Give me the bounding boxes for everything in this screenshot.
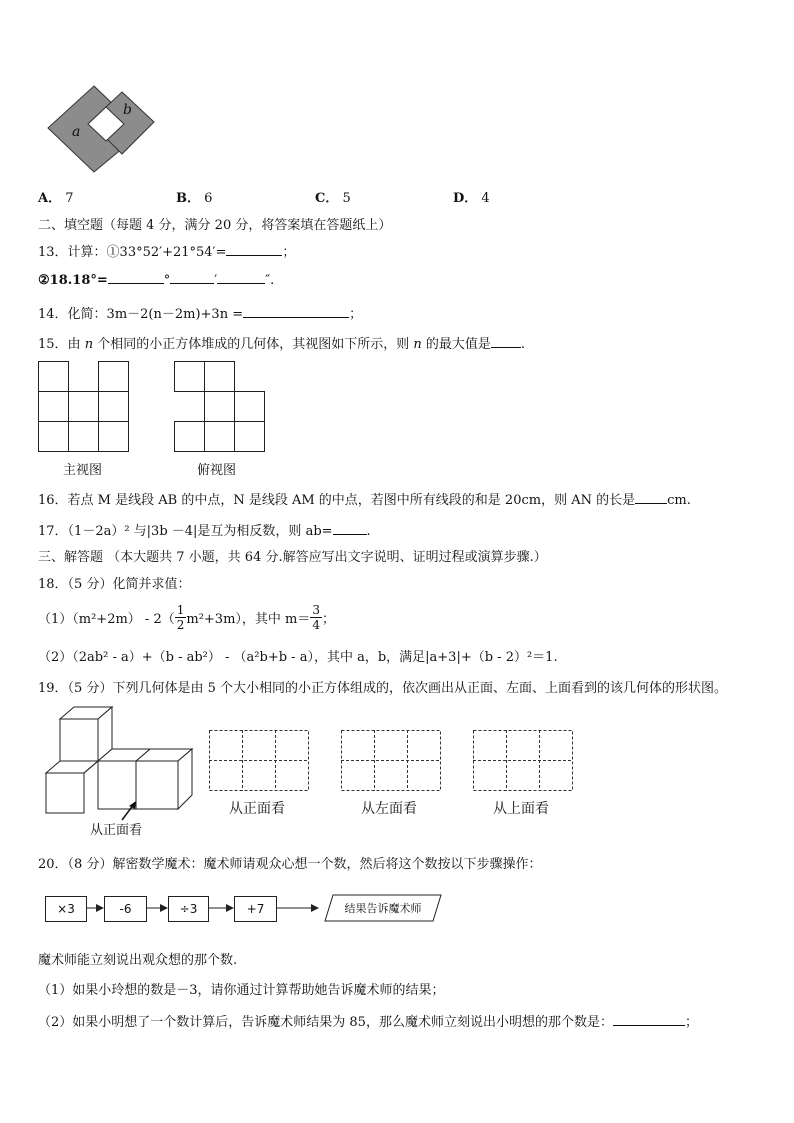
option-d: D． 4	[453, 191, 490, 206]
figure-label-b: b	[123, 102, 132, 118]
top-view-caption: 俯视图	[197, 463, 237, 478]
section3-heading: 三、解答题 （本大题共 7 小题，共 64 分.解答应写出文字说明、证明过程或演算步骤.）	[38, 550, 547, 565]
q20-line2: 魔术师能立刻说出观众想的那个数.	[38, 953, 238, 968]
left-grid-caption: 从左面看	[361, 801, 417, 817]
q15: 15．由 n 个相同的小正方体堆成的几何体，其视图如下所示，则 n 的最大值是 .	[38, 337, 526, 352]
section2-heading: 二、填空题（每题 4 分，满分 20 分，将答案填在答题纸上）	[38, 218, 392, 233]
arrow-caption: 从正面看	[90, 823, 143, 838]
q19: 19．（5 分）下列几何体是由 5 个大小相同的小正方体组成的，依次画出从正面、左面、上面看到的该几何体的形状图。	[38, 681, 727, 696]
q13-line2: ②18.18°= ° ′ ″.	[38, 273, 275, 288]
front-view-caption: 主视图	[63, 463, 103, 478]
fraction-three-quarters: $\frac{3}{4}$	[312, 602, 321, 632]
q18-head: 18．（5 分）化简并求值：	[38, 577, 191, 592]
q20-head: 20．（8 分）解密数学魔术：魔术师请观众心想一个数，然后将这个数按以下步骤操作：	[38, 857, 542, 872]
option-c: C． 5	[315, 191, 351, 206]
fraction-one-half: $\frac{1}{2}$	[176, 602, 185, 632]
q16: 16．若点 M 是线段 AB 的中点，N 是线段 AM 的中点，若图中所有线段的和是 20cm，则 AN 的长是 cm.	[38, 493, 691, 508]
flow-step-2: -6	[104, 896, 147, 922]
q20-q2: （2）如果小明想了一个数计算后，告诉魔术师结果为 85，那么魔术师立刻说出小明想的那个数是： ；	[38, 1015, 698, 1030]
flow-result: 结果告诉魔术师	[344, 902, 422, 915]
q17: 17．（1－2a）² 与|3b －4|是互为相反数，则 ab= .	[38, 524, 371, 539]
q14: 14．化简：3m－2(n－2m)+3n = ；	[38, 307, 363, 322]
figure-label-a: a	[72, 124, 81, 140]
option-a: A． 7	[38, 191, 74, 206]
option-b: B． 6	[176, 191, 213, 206]
top-grid-caption: 从上面看	[493, 801, 549, 817]
front-grid-caption: 从正面看	[229, 801, 285, 817]
flow-step-4: +7	[234, 896, 277, 922]
flow-step-3: ÷3	[168, 896, 209, 922]
flow-step-1: ×3	[45, 896, 87, 922]
q20-q1: （1）如果小玲想的数是－3，请你通过计算帮助她告诉魔术师的结果；	[38, 983, 445, 998]
q18-part1: （1）（m²+2m） - 2（ $\frac{1}{2}$ m²+3m），其中 m＝ $\frac{3}{4}$ ；	[38, 602, 336, 632]
q13-line1: 13．计算：①33°52′+21°54′= ；	[38, 245, 296, 260]
q18-part2: （2）（2ab² - a）+（b - ab²） - （a²b+b - a），其中 a，b，满足|a+3|+（b - 2）²＝1.	[38, 650, 558, 665]
